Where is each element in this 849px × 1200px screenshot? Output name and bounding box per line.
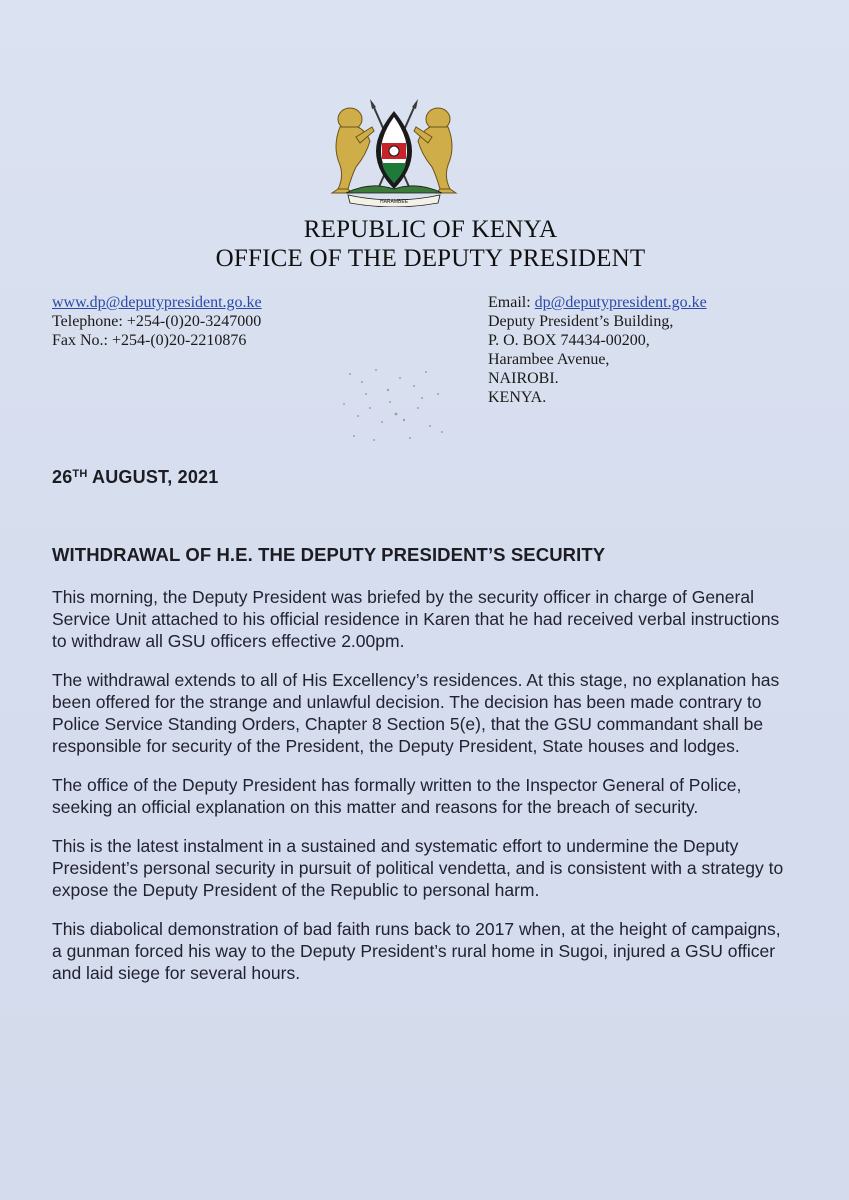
motto-text: HARAMBEE (379, 199, 409, 205)
kenya-coat-of-arms-icon (326, 97, 462, 207)
paragraph: This morning, the Deputy President was briefed by the security officer in charge of General Service Unit attached to his official residence in Karen that he had received verbal instructions to withdraw all GSU officers effective 2.00pm. (52, 587, 780, 651)
letter-title: WITHDRAWAL OF H.E. THE DEPUTY PRESIDENT’S SECURITY (52, 544, 606, 565)
faint-stamp-mark (330, 360, 460, 445)
address-line: Deputy President’s Building, (488, 313, 674, 330)
letter-date (52, 467, 218, 488)
telephone-line: Telephone: +254-(0)20-3247000 (52, 313, 262, 330)
letter-body (52, 586, 792, 1001)
date-day: 26 (52, 467, 73, 487)
letterhead-office: OFFICE OF THE DEPUTY PRESIDENT (215, 245, 646, 272)
contact-left (52, 293, 262, 350)
address-line: KENYA. (488, 389, 547, 406)
address-line: NAIROBI. (488, 370, 559, 387)
date-rest: AUGUST, 2021 (87, 467, 219, 487)
address-line: Harambee Avenue, (488, 351, 610, 368)
paragraph: The office of the Deputy President has formally written to the Inspector General of Police, seeking an official explanation on this matter and reasons for the breach of security. (52, 775, 742, 817)
letterhead-country: REPUBLIC OF KENYA (303, 216, 558, 243)
website-link[interactable]: www.dp@deputypresident.go.ke (52, 294, 262, 311)
paragraph: This diabolical demonstration of bad faith runs back to 2017 when, at the height of campaigns, a gunman forced his way to the Deputy President’s rural home in Sugoi, injured a GSU officer and laid siege for several hours. (52, 919, 781, 983)
date-suffix: TH (72, 468, 88, 480)
paragraph: The withdrawal extends to all of His Excellency’s residences. At this stage, no explanation has been offered for the strange and unlawful decision. The decision has been made contrary to Police Service Standing Orders, Chapter 8 Section 5(e), that the GSU commandant shall be responsible for security of the President, the Deputy President, State houses and lodges. (52, 670, 780, 756)
fax-line: Fax No.: +254-(0)20-2210876 (52, 332, 247, 349)
email-label: Email: (488, 294, 535, 311)
address-line: P. O. BOX 74434-00200, (488, 332, 650, 349)
email-link[interactable]: dp@deputypresident.go.ke (534, 294, 707, 311)
contact-right (488, 293, 707, 407)
email-line (488, 293, 707, 312)
paragraph: This is the latest instalment in a sustained and systematic effort to undermine the Deputy President’s personal security in pursuit of political vendetta, and is consistent with a strategy to expose the Deputy President of the Republic to personal harm. (52, 836, 784, 900)
